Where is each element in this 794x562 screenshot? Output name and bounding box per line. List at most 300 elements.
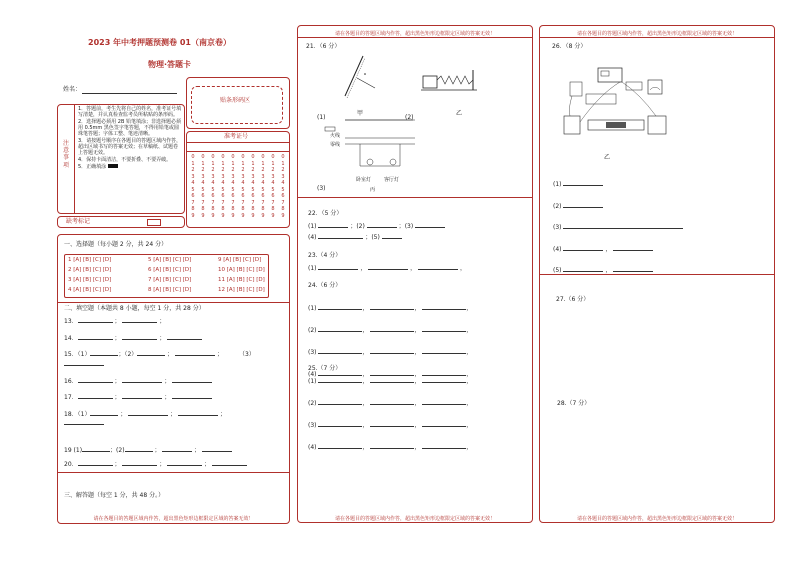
choice-item[interactable]: 2 [A] [B] [C] [D] (68, 267, 112, 273)
q25-row-number: (1) (308, 378, 317, 385)
exam-digit-bubble[interactable]: 2 (211, 167, 215, 173)
exam-digit-bubble[interactable]: 1 (271, 160, 275, 167)
warning-col3-bottom: 请在各题目的答题区域内作答，超出黑色矩形边框限定区域的答案无效！ (576, 516, 737, 522)
note-item-5: 5．正确填涂 (78, 164, 107, 170)
q24-row-number: (2) (308, 327, 317, 334)
exam-digit-bubble[interactable]: 4 (221, 180, 225, 186)
separator: ， (414, 400, 421, 407)
q24-row (308, 347, 472, 356)
exam-number-column[interactable] (230, 154, 236, 219)
q26-row-2 (553, 201, 603, 210)
exam-digit-bubble[interactable]: 0 (231, 154, 235, 160)
separator: ， (414, 378, 421, 385)
answer-title: 三、解答题（每空 1 分，共 48 分。） (64, 492, 165, 499)
exam-digit-bubble[interactable]: 8 (211, 206, 215, 212)
q23-n1: (1) (308, 265, 317, 272)
q26-row-4: (4) ， (553, 244, 653, 253)
q26-blank-4[interactable] (563, 244, 603, 251)
exam-number-column[interactable] (240, 154, 246, 219)
exam-digit-bubble[interactable]: 3 (241, 173, 245, 180)
q22-blank-1[interactable] (318, 221, 348, 228)
separator: ， (362, 327, 369, 334)
exam-number-label: 准考证号 (224, 133, 249, 140)
q24-row (308, 303, 472, 312)
exam-digit-bubble[interactable]: 8 (281, 206, 285, 212)
exam-digit-bubble[interactable]: 2 (271, 167, 275, 173)
q22-row-2: (4) ；(5) (308, 232, 402, 241)
exam-digit-bubble[interactable]: 6 (281, 193, 285, 199)
q15-blank-1[interactable] (90, 349, 118, 356)
separator: ， (362, 349, 369, 356)
q25-title: 25.（7 分） (308, 365, 342, 372)
huoxian-label: 火线 (330, 133, 341, 139)
q26-n4: (4) (553, 246, 562, 253)
exam-digit-bubble[interactable]: 1 (231, 160, 235, 167)
exam-digit-bubble[interactable]: 5 (211, 186, 215, 193)
exam-digit-bubble[interactable]: 4 (191, 180, 195, 186)
q26-blank-3[interactable] (563, 222, 683, 229)
exam-digit-bubble[interactable]: 9 (211, 212, 215, 219)
exam-digit-bubble[interactable]: 0 (241, 154, 245, 160)
exam-digit-bubble[interactable]: 3 (221, 173, 225, 180)
q25-row (308, 376, 472, 385)
choice-item[interactable]: 3 [A] [B] [C] [D] (68, 277, 112, 283)
exam-digit-bubble[interactable]: 5 (231, 186, 235, 193)
separator: ， (466, 349, 473, 356)
q26-row-1 (553, 179, 603, 188)
notes-list (78, 106, 182, 170)
q23-blank-3[interactable] (418, 263, 458, 270)
exam-digit-bubble[interactable]: 0 (221, 154, 225, 160)
exam-digit-bubble[interactable]: 5 (261, 186, 265, 193)
separator: ， (466, 327, 473, 334)
q17-blank-3[interactable] (172, 392, 212, 399)
exam-digit-bubble[interactable]: 3 (191, 173, 195, 180)
absent-label: 缺考标记 (66, 218, 91, 225)
separator: ， (466, 400, 473, 407)
q20-blank-2[interactable] (122, 459, 157, 466)
q20-blank-3[interactable] (167, 459, 202, 466)
q25-blank[interactable] (318, 420, 362, 427)
fig-n2: (2) (405, 114, 414, 121)
q17-row: 17． ； ； (64, 392, 212, 401)
q19-blank-2[interactable] (125, 445, 153, 452)
note-item (78, 164, 182, 170)
q26-blank-5[interactable] (613, 244, 653, 251)
q17-label: 17． (64, 394, 78, 401)
q26-blank-6[interactable] (563, 265, 603, 272)
q19-blank-4[interactable] (202, 445, 232, 452)
separator: ， (414, 305, 421, 312)
q25-row (308, 398, 472, 407)
exam-digit-bubble[interactable]: 7 (221, 199, 225, 206)
absent-checkbox[interactable] (147, 219, 161, 226)
fig-bing-label: 丙 (370, 187, 376, 193)
filled-sample-icon (108, 164, 118, 168)
exam-number-column[interactable] (210, 154, 216, 219)
exam-digit-bubble[interactable]: 5 (251, 186, 255, 193)
exam-digit-bubble[interactable]: 8 (231, 206, 235, 212)
exam-digit-bubble[interactable]: 1 (281, 160, 285, 167)
exam-digit-bubble[interactable]: 7 (191, 199, 195, 206)
exam-number-column[interactable] (260, 154, 266, 219)
q26-row-5: (5) ， (553, 265, 653, 274)
exam-digit-bubble[interactable]: 4 (201, 180, 205, 186)
exam-digit-bubble[interactable]: 4 (281, 180, 285, 186)
exam-digit-bubble[interactable]: 6 (241, 193, 245, 199)
q24-blank[interactable] (370, 325, 414, 332)
light1-label: 卧室灯 (356, 177, 372, 183)
q25-blank[interactable] (370, 398, 414, 405)
exam-digit-bubble[interactable]: 3 (211, 173, 215, 180)
q21-figures (305, 50, 530, 195)
q19-blank-3[interactable] (162, 445, 192, 452)
exam-digit-bubble[interactable]: 2 (221, 167, 225, 173)
choice-item[interactable]: 12 [A] [B] [C] [D] (218, 287, 265, 293)
exam-digit-bubble[interactable]: 2 (251, 167, 255, 173)
exam-digit-bubble[interactable]: 6 (191, 193, 195, 199)
q16-blank-1[interactable] (78, 376, 113, 383)
q20-row: 20． ； ； ； (64, 459, 247, 468)
q26-title: 26．（8 分） (552, 43, 587, 50)
q26-n1: (1) (553, 181, 562, 188)
q15-label: 15．（1） (64, 351, 91, 358)
exam-digit-bubble[interactable]: 6 (271, 193, 275, 199)
q15-label-3: （3） (238, 351, 255, 358)
fig-n1: (1) (317, 114, 326, 121)
exam-digit-bubble[interactable]: 2 (231, 167, 235, 173)
q15-blank-3[interactable] (175, 349, 215, 356)
exam-number-column[interactable] (250, 154, 256, 219)
exam-digit-bubble[interactable]: 6 (201, 193, 205, 199)
choice-item[interactable]: 8 [A] [B] [C] [D] (148, 287, 192, 293)
warning-col2-bottom: 请在各题目的答题区域内作答，超出黑色矩形边框限定区域的答案无效！ (334, 516, 495, 522)
separator: ， (466, 371, 473, 378)
page-subtitle: 物理·答题卡 (148, 60, 192, 69)
exam-digit-bubble[interactable]: 4 (271, 180, 275, 186)
notes-title: 注意事项 (63, 140, 70, 169)
separator: ， (466, 305, 473, 312)
q27-title: 27.（6 分） (556, 296, 590, 303)
q23-row: (1) ， ， ， (308, 265, 466, 272)
exam-digit-bubble[interactable]: 2 (241, 167, 245, 173)
exam-digit-bubble[interactable]: 1 (261, 160, 265, 167)
exam-digit-bubble[interactable]: 9 (191, 212, 195, 219)
choice-item[interactable]: 5 [A] [B] [C] [D] (148, 257, 192, 263)
q22-blank-2[interactable] (367, 221, 397, 228)
exam-number-column[interactable] (280, 154, 286, 219)
q23-title: 23.（4 分） (308, 252, 342, 259)
exam-digit-bubble[interactable]: 9 (251, 212, 255, 219)
q25-row (308, 420, 472, 429)
separator: ， (466, 422, 473, 429)
exam-number-column[interactable] (270, 154, 276, 219)
separator: ， (362, 378, 369, 385)
exam-digit-bubble[interactable]: 4 (211, 180, 215, 186)
exam-digit-bubble[interactable]: 8 (241, 206, 245, 212)
q16-label: 16． (64, 378, 78, 385)
q22-n5: (5) (371, 234, 380, 241)
exam-digit-bubble[interactable]: 1 (251, 160, 255, 167)
exam-digit-bubble[interactable]: 0 (211, 154, 215, 160)
fig-yi-label: 乙 (456, 110, 463, 117)
q23-blank-2[interactable] (368, 263, 408, 270)
separator: ， (362, 444, 369, 451)
exam-digit-bubble[interactable]: 5 (191, 186, 195, 193)
q19-label-2: ；(2) (110, 447, 125, 454)
q18-blank-4[interactable] (64, 424, 104, 425)
barcode-dash (191, 86, 283, 124)
exam-digit-bubble[interactable]: 6 (221, 193, 225, 199)
q24-blank[interactable] (318, 303, 362, 310)
q22-n4: (4) (308, 234, 317, 241)
exam-digit-bubble[interactable]: 6 (251, 193, 255, 199)
choice-item[interactable]: 1 [A] [B] [C] [D] (68, 257, 112, 263)
exam-digit-bubble[interactable]: 6 (231, 193, 235, 199)
exam-digit-bubble[interactable]: 7 (271, 199, 275, 206)
exam-digit-bubble[interactable]: 3 (271, 173, 275, 180)
exam-digit-bubble[interactable]: 8 (251, 206, 255, 212)
separator: ， (414, 327, 421, 334)
barcode-label: 贴条形码区 (220, 97, 251, 104)
separator: ， (414, 422, 421, 429)
q17-blank-2[interactable] (122, 392, 162, 399)
exam-digit-bubble[interactable]: 2 (201, 167, 205, 173)
separator: ， (466, 444, 473, 451)
q18-blank-1[interactable] (90, 409, 118, 416)
q26-blank-2[interactable] (563, 201, 603, 208)
q14-row: 14． ； ； (64, 333, 202, 342)
exam-digit-bubble[interactable]: 5 (221, 186, 225, 193)
q26-n2: (2) (553, 203, 562, 210)
q19-blank-1[interactable] (82, 445, 110, 452)
q14-blank-1[interactable] (78, 333, 113, 340)
note-item: 4．保持卡面清洁，不要折叠、不要弄破。 (78, 157, 172, 163)
exam-digit-bubble[interactable]: 4 (231, 180, 235, 186)
separator: ， (362, 400, 369, 407)
q22-blank-5[interactable] (382, 232, 402, 239)
exam-digit-bubble[interactable]: 7 (251, 199, 255, 206)
q24-blank[interactable] (318, 325, 362, 332)
q25-row-number: (4) (308, 444, 317, 451)
choice-item[interactable]: 11 [A] [B] [C] [D] (218, 277, 265, 283)
q26-blank-7[interactable] (613, 265, 653, 272)
q25-row-number: (2) (308, 400, 317, 407)
q17-blank-1[interactable] (78, 392, 113, 399)
exam-digit-bubble[interactable]: 9 (261, 212, 265, 219)
q24-row (308, 325, 472, 334)
q25-blank[interactable] (422, 420, 466, 427)
q18-blank-3[interactable] (178, 409, 218, 416)
q26-blank-1[interactable] (563, 179, 603, 186)
q23-blank-1[interactable] (318, 263, 358, 270)
separator: ， (466, 378, 473, 385)
warning-col3-top: 请在各题目的答题区域内作答，超出黑色矩形边框限定区域的答案无效！ (576, 31, 737, 37)
q25-blank[interactable] (422, 398, 466, 405)
q24-row-number: (1) (308, 305, 317, 312)
q22-n2: (2) (356, 223, 365, 230)
q19-row: 19 (1) ；(2) ； ； (64, 445, 232, 454)
exam-digit-bubble[interactable]: 1 (191, 160, 195, 167)
fig-n3: (3) (317, 185, 326, 192)
q26-figure (560, 64, 670, 154)
q20-blank-4[interactable] (212, 459, 247, 466)
exam-digit-bubble[interactable]: 8 (201, 206, 205, 212)
exam-digit-bubble[interactable]: 5 (271, 186, 275, 193)
q24-blank[interactable] (370, 369, 414, 376)
exam-digit-bubble[interactable]: 2 (281, 167, 285, 173)
exam-digit-bubble[interactable]: 8 (221, 206, 225, 212)
q24-blank[interactable] (422, 347, 466, 354)
q13-row: 13． ； ； (64, 318, 166, 325)
choice-item[interactable]: 6 [A] [B] [C] [D] (148, 267, 192, 273)
exam-digit-bubble[interactable]: 0 (251, 154, 255, 160)
q14-blank-2[interactable] (122, 333, 157, 340)
q13-blank-2[interactable] (122, 316, 157, 323)
exam-digit-bubble[interactable]: 5 (241, 186, 245, 193)
name-field[interactable] (82, 93, 177, 94)
q26-fig-label: 乙 (604, 154, 611, 161)
q25-blank[interactable] (318, 376, 362, 383)
exam-digit-bubble[interactable]: 9 (271, 212, 275, 219)
q24-blank[interactable] (318, 347, 362, 354)
exam-digit-bubble[interactable]: 6 (211, 193, 215, 199)
exam-digit-bubble[interactable]: 2 (261, 167, 265, 173)
exam-digit-bubble[interactable]: 7 (211, 199, 215, 206)
exam-digit-bubble[interactable]: 1 (221, 160, 225, 167)
choice-item[interactable]: 4 [A] [B] [C] [D] (68, 287, 112, 293)
q24-row-number: (4) (308, 371, 317, 378)
exam-digit-bubble[interactable]: 0 (191, 154, 195, 160)
lingxian-label: 零线 (330, 142, 341, 148)
q25-blank[interactable] (318, 398, 362, 405)
q25-blank[interactable] (422, 376, 466, 383)
q24-blank[interactable] (370, 347, 414, 354)
q20-label: 20． (64, 461, 78, 468)
exam-digit-bubble[interactable]: 4 (241, 180, 245, 186)
choice-title: 一、选择题（每小题 2 分，共 24 分） (64, 241, 168, 248)
q20-blank-1[interactable] (78, 459, 113, 466)
q26-row-3 (553, 222, 683, 231)
exam-digit-bubble[interactable]: 0 (201, 154, 205, 160)
exam-digit-bubble[interactable]: 3 (201, 173, 205, 180)
q13-blank-1[interactable] (78, 316, 113, 323)
exam-digit-bubble[interactable]: 8 (191, 206, 195, 212)
exam-digit-bubble[interactable]: 0 (261, 154, 265, 160)
q19-label: 19 (1) (64, 447, 83, 454)
exam-digit-bubble[interactable]: 3 (261, 173, 265, 180)
exam-digit-bubble[interactable]: 4 (261, 180, 265, 186)
q22-row-1: (1) ；(2) ；(3) (308, 221, 445, 230)
q24-row-number: (3) (308, 349, 317, 356)
fig-jia-label: 甲 (357, 110, 364, 117)
q24-blank[interactable] (422, 369, 466, 376)
exam-number-column[interactable] (190, 154, 196, 219)
q25-blank[interactable] (370, 376, 414, 383)
exam-digit-bubble[interactable]: 1 (201, 160, 205, 167)
exam-digit-bubble[interactable]: 9 (281, 212, 285, 219)
exam-digit-bubble[interactable]: 3 (281, 173, 285, 180)
exam-digit-bubble[interactable]: 2 (191, 167, 195, 173)
exam-digit-bubble[interactable]: 7 (201, 199, 205, 206)
note-item: 1．答题前，考生先将自己的姓名，准考证号填写清楚，并认真检查监考员所粘贴的条形码。 (78, 106, 182, 118)
warning-col1: 请在各题目的答题区域内作答，超出黑色矩形边框限定区域的答案无效！ (93, 516, 254, 522)
exam-digit-bubble[interactable]: 1 (241, 160, 245, 167)
q26-n3: (3) (553, 224, 562, 231)
name-label: 姓名： (63, 86, 82, 93)
q24-blank[interactable] (370, 303, 414, 310)
exam-digit-bubble[interactable]: 9 (231, 212, 235, 219)
q16-blank-3[interactable] (172, 376, 212, 383)
q15-blank-2[interactable] (137, 349, 165, 356)
separator: ， (362, 305, 369, 312)
q13-label: 13． (64, 318, 78, 325)
exam-number-column[interactable] (200, 154, 206, 219)
q15-blank-4[interactable] (64, 365, 104, 366)
exam-digit-bubble[interactable]: 7 (231, 199, 235, 206)
exam-digit-bubble[interactable]: 5 (281, 186, 285, 193)
exam-digit-bubble[interactable]: 3 (251, 173, 255, 180)
separator: ， (414, 371, 421, 378)
q15-label-2: ；（2） (118, 351, 138, 358)
q18-label: 18．（1） (64, 411, 91, 418)
exam-digit-bubble[interactable]: 0 (271, 154, 275, 160)
separator: ， (414, 349, 421, 356)
q25-blank[interactable] (370, 442, 414, 449)
exam-digit-bubble[interactable]: 3 (231, 173, 235, 180)
q24-title: 24.（6 分） (308, 282, 342, 289)
exam-digit-bubble[interactable]: 7 (261, 199, 265, 206)
exam-digit-bubble[interactable]: 6 (261, 193, 265, 199)
fill-title: 二、填空题（本题共 8 小题，每空 1 分，共 28 分） (64, 305, 205, 312)
q14-blank-3[interactable] (167, 333, 202, 340)
warning-col2-top: 请在各题目的答题区域内作答，超出黑色矩形边框限定区域的答案无效！ (334, 31, 495, 37)
q25-blank[interactable] (370, 420, 414, 427)
q24-blank[interactable] (422, 325, 466, 332)
exam-digit-bubble[interactable]: 4 (251, 180, 255, 186)
q24-blank[interactable] (422, 303, 466, 310)
q18-row: 18．（1） ； ； ； (64, 411, 227, 418)
choice-item[interactable]: 9 [A] [B] [C] [D] (218, 257, 262, 263)
exam-digit-bubble[interactable]: 9 (241, 212, 245, 219)
exam-digit-bubble[interactable]: 9 (201, 212, 205, 219)
exam-digit-bubble[interactable]: 0 (281, 154, 285, 160)
q28-title: 28.（7 分） (557, 400, 591, 407)
exam-digit-bubble[interactable]: 8 (271, 206, 275, 212)
exam-digit-bubble[interactable]: 7 (281, 199, 285, 206)
choice-item[interactable]: 7 [A] [B] [C] [D] (148, 277, 192, 283)
q25-blank[interactable] (318, 442, 362, 449)
q22-blank-3[interactable] (415, 221, 445, 228)
q25-blank[interactable] (422, 442, 466, 449)
exam-digit-bubble[interactable]: 5 (201, 186, 205, 193)
light2-label: 客厅灯 (384, 177, 400, 183)
q25-row-number: (3) (308, 422, 317, 429)
q22-blank-4[interactable] (318, 232, 363, 239)
exam-number-column[interactable] (220, 154, 226, 219)
choice-item[interactable]: 10 [A] [B] [C] [D] (218, 267, 265, 273)
q18-blank-2[interactable] (128, 409, 168, 416)
note-item: 2．选择题必须用 2B 铅笔填涂；非选择题必须用 0.5mm 黑色签字笔答题，不得用铅笔或圆珠笔答题；字体工整、笔迹清晰。 (78, 119, 181, 137)
q15-row: 15．（1） ；（2） ； ； （3） (64, 351, 255, 358)
exam-digit-bubble[interactable]: 9 (221, 212, 225, 219)
q22-n1: (1) (308, 223, 317, 230)
exam-digit-bubble[interactable]: 8 (261, 206, 265, 212)
exam-digit-bubble[interactable]: 1 (211, 160, 215, 167)
q22-n3: (3) (404, 223, 414, 230)
q16-blank-2[interactable] (122, 376, 162, 383)
exam-digit-bubble[interactable]: 7 (241, 199, 245, 206)
